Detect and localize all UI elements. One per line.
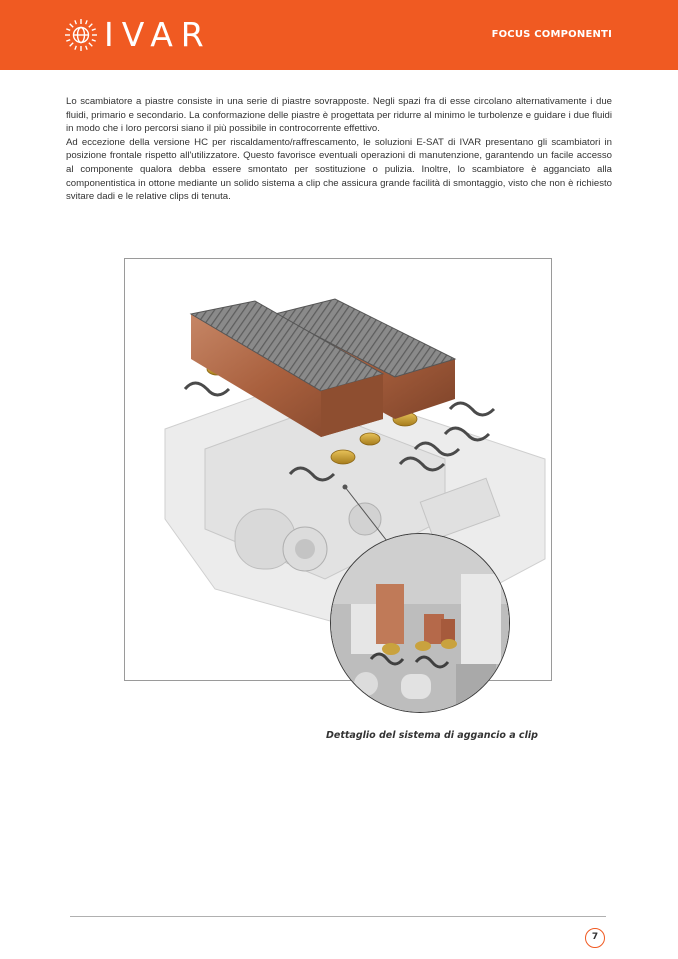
figure-caption: Dettaglio del sistema di aggancio a clip [326, 730, 538, 741]
section-title: FOCUS COMPONENTI [491, 29, 612, 40]
brand-logo [64, 17, 212, 53]
page-header [0, 0, 678, 70]
paragraph-1: Lo scambiatore a piastre consiste in una serie di piastre sovrapposte. Negli spazi fra di esse circolano alternativamente i due fluidi, primario e secondario. La conformazione delle piastre è progettata per ridurre al minimo le turbolenze e guidare i due fluidi in modo che i loro percorsi siano il più possibile in controcorrente effettivo. [66, 96, 612, 135]
brand-name: IVAR [104, 15, 212, 54]
sun-globe-icon [64, 18, 98, 52]
page-number: 7 [585, 928, 605, 948]
clip-detail-magnifier [330, 533, 510, 713]
footer-divider [70, 916, 606, 917]
body-text [66, 95, 612, 204]
paragraph-2: Ad eccezione della versione HC per riscaldamento/raffrescamento, le soluzioni E-SAT di IVAR presentano gli scambiatori in posizione frontale rispetto all'utilizzatore. Questo favorisce eventuali operazioni di manutenzione, garantendo un facile accesso al componente qualora debba essere smontato per sostituzione o pulizia. Inoltre, lo scambiatore è agganciato alla componentistica in ottone mediante un solido sistema a clip che assicura grande facilità di smontaggio, visto che non è richiesto svitare dadi e le relative clips di tenuta. [66, 136, 612, 203]
